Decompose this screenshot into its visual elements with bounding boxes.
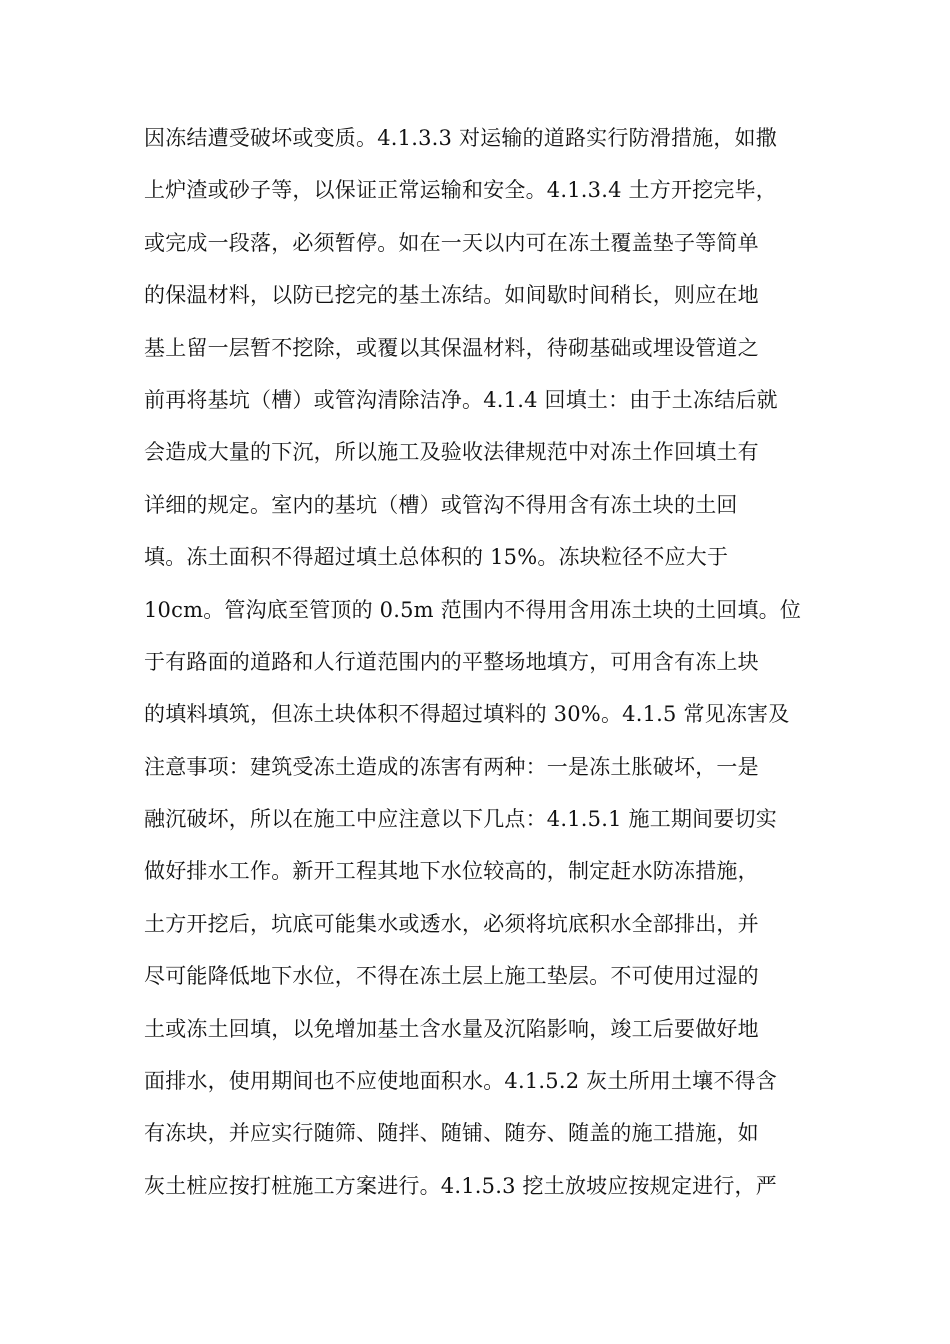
text-line: 注意事项：建筑受冻土造成的冻害有两种：一是冻土胀破坏，一是 [144, 754, 759, 779]
text-line: 的填料填筑，但冻土块体积不得超过填料的 30%。4.1.5 常见冻害及 [144, 702, 790, 727]
text-line: 或完成一段落，必须暂停。如在一天以内可在冻土覆盖垫子等简单 [144, 230, 759, 255]
text-line: 详细的规定。室内的基坑（槽）或管沟不得用含有冻土块的土回 [144, 492, 738, 517]
text-line: 会造成大量的下沉，所以施工及验收法律规范中对冻土作回填土有 [144, 440, 759, 465]
text-line: 10cm。管沟底至管顶的 0.5m 范围内不得用含用冻土块的土回填。位 [144, 597, 802, 622]
text-line: 土方开挖后，坑底可能集水或透水，必须将坑底积水全部排出，并 [144, 911, 759, 936]
text-line: 于有路面的道路和人行道范围内的平整场地填方，可用含有冻上块 [144, 649, 759, 674]
text-line: 融沉破坏，所以在施工中应注意以下几点：4.1.5.1 施工期间要切实 [144, 807, 777, 832]
text-line: 前再将基坑（槽）或管沟清除洁净。4.1.4 回填土：由于土冻结后就 [144, 387, 778, 412]
text-line: 做好排水工作。新开工程其地下水位较高的，制定赶水防冻措施， [144, 859, 759, 884]
text-line: 面排水，使用期间也不应使地面积水。4.1.5.2 灰土所用土壤不得含 [144, 1069, 777, 1094]
text-line: 填。冻土面积不得超过填土总体积的 15%。冻块粒径不应大于 [144, 545, 729, 570]
text-line: 上炉渣或砂子等，以保证正常运输和安全。4.1.3.4 土方开挖完毕， [144, 178, 777, 203]
text-line: 有冻块，并应实行随筛、随拌、随铺、随夯、随盖的施工措施，如 [144, 1121, 759, 1146]
text-line: 土或冻土回填，以免增加基土含水量及沉陷影响，竣工后要做好地 [144, 1016, 759, 1041]
text-line: 的保温材料，以防已挖完的基土冻结。如间歇时间稍长，则应在地 [144, 283, 759, 308]
text-line: 基上留一层暂不挖除，或覆以其保温材料，待砌基础或埋设管道之 [144, 335, 759, 360]
text-line: 灰土桩应按打桩施工方案进行。4.1.5.3 挖土放坡应按规定进行，严 [144, 1173, 777, 1198]
body-text [144, 112, 824, 1212]
text-line: 因冻结遭受破坏或变质。4.1.3.3 对运输的道路实行防滑措施，如撒 [144, 126, 777, 150]
text-line: 尽可能降低地下水位，不得在冻土层上施工垫层。不可使用过湿的 [144, 964, 759, 989]
